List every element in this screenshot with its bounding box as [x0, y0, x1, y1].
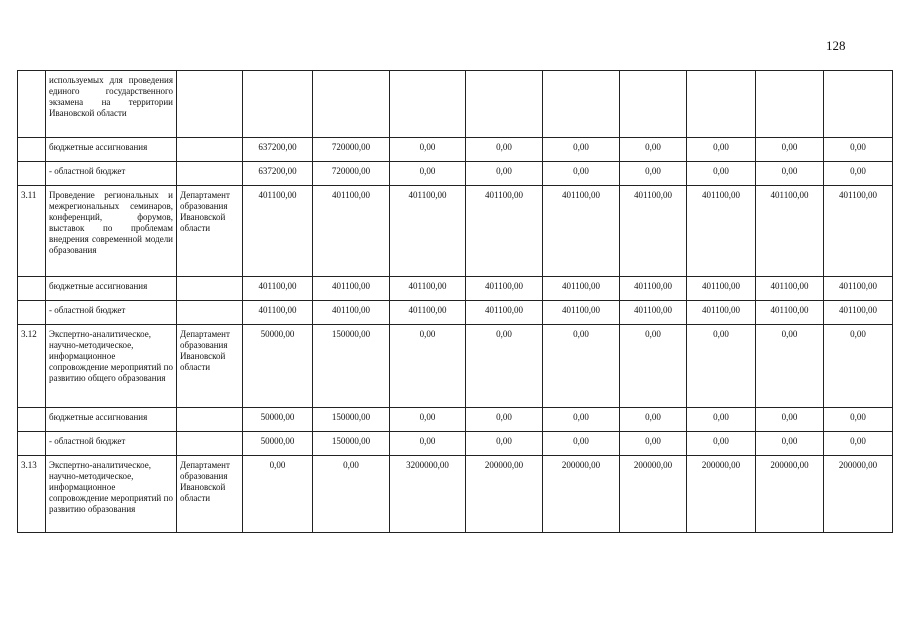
value-cell: 0,00	[824, 325, 893, 408]
table-row	[18, 408, 893, 432]
value-cell: 0,00	[620, 138, 687, 162]
row-executor	[177, 432, 243, 456]
value-cell: 0,00	[687, 325, 756, 408]
row-index	[18, 301, 46, 325]
row-index: 3.11	[18, 186, 46, 277]
value-cell: 401100,00	[620, 301, 687, 325]
value-cell	[390, 71, 466, 138]
value-cell	[466, 71, 543, 138]
row-name: бюджетные ассигнования	[46, 277, 177, 301]
table-row	[18, 162, 893, 186]
value-cell: 150000,00	[313, 432, 390, 456]
value-cell: 0,00	[756, 432, 824, 456]
value-cell: 0,00	[243, 456, 313, 533]
row-name: - областной бюджет	[46, 432, 177, 456]
value-cell	[243, 71, 313, 138]
value-cell: 401100,00	[466, 301, 543, 325]
row-executor	[177, 301, 243, 325]
value-cell: 200000,00	[543, 456, 620, 533]
page-number: 128	[826, 38, 846, 53]
value-cell: 0,00	[620, 325, 687, 408]
value-cell: 401100,00	[620, 277, 687, 301]
value-cell: 720000,00	[313, 162, 390, 186]
value-cell: 0,00	[687, 138, 756, 162]
row-index: 3.13	[18, 456, 46, 533]
value-cell: 0,00	[390, 408, 466, 432]
value-cell	[756, 71, 824, 138]
table-row	[18, 325, 893, 408]
table-row	[18, 71, 893, 138]
row-index	[18, 277, 46, 301]
value-cell: 0,00	[543, 432, 620, 456]
value-cell: 3200000,00	[390, 456, 466, 533]
row-index	[18, 408, 46, 432]
row-name: - областной бюджет	[46, 301, 177, 325]
table-row	[18, 277, 893, 301]
value-cell: 401100,00	[543, 186, 620, 277]
row-executor	[177, 162, 243, 186]
table-row	[18, 138, 893, 162]
value-cell: 0,00	[466, 138, 543, 162]
value-cell: 200000,00	[756, 456, 824, 533]
row-index	[18, 71, 46, 138]
value-cell: 401100,00	[756, 301, 824, 325]
value-cell: 50000,00	[243, 325, 313, 408]
value-cell: 0,00	[756, 408, 824, 432]
value-cell: 401100,00	[243, 186, 313, 277]
value-cell: 0,00	[543, 325, 620, 408]
row-name: Экспертно-аналитическое, научно-методическое, информационное сопровождение мероприятий по развитию образования	[46, 456, 177, 533]
value-cell: 401100,00	[824, 277, 893, 301]
value-cell: 401100,00	[243, 277, 313, 301]
value-cell: 0,00	[824, 432, 893, 456]
value-cell: 401100,00	[824, 186, 893, 277]
value-cell	[620, 71, 687, 138]
value-cell: 637200,00	[243, 162, 313, 186]
value-cell: 200000,00	[824, 456, 893, 533]
value-cell: 401100,00	[687, 277, 756, 301]
row-index: 3.12	[18, 325, 46, 408]
value-cell: 0,00	[466, 408, 543, 432]
value-cell: 401100,00	[313, 186, 390, 277]
value-cell: 401100,00	[543, 277, 620, 301]
value-cell: 200000,00	[466, 456, 543, 533]
row-executor	[177, 277, 243, 301]
table-row	[18, 301, 893, 325]
value-cell: 200000,00	[620, 456, 687, 533]
value-cell	[824, 71, 893, 138]
table-row	[18, 186, 893, 277]
value-cell: 0,00	[390, 432, 466, 456]
value-cell: 50000,00	[243, 432, 313, 456]
value-cell: 637200,00	[243, 138, 313, 162]
value-cell: 401100,00	[313, 301, 390, 325]
value-cell: 401100,00	[543, 301, 620, 325]
value-cell: 401100,00	[313, 277, 390, 301]
value-cell: 0,00	[543, 138, 620, 162]
value-cell: 401100,00	[390, 277, 466, 301]
value-cell: 150000,00	[313, 325, 390, 408]
value-cell: 0,00	[620, 432, 687, 456]
value-cell: 50000,00	[243, 408, 313, 432]
row-executor: Департамент образования Ивановской области	[177, 325, 243, 408]
value-cell: 0,00	[620, 162, 687, 186]
value-cell: 0,00	[687, 408, 756, 432]
row-name: бюджетные ассигнования	[46, 408, 177, 432]
value-cell: 401100,00	[466, 277, 543, 301]
value-cell: 0,00	[466, 325, 543, 408]
value-cell: 0,00	[687, 162, 756, 186]
row-index	[18, 138, 46, 162]
value-cell: 401100,00	[243, 301, 313, 325]
row-executor	[177, 71, 243, 138]
row-executor: Департамент образования Ивановской области	[177, 186, 243, 277]
value-cell: 0,00	[824, 408, 893, 432]
value-cell: 0,00	[824, 162, 893, 186]
row-executor	[177, 408, 243, 432]
value-cell: 401100,00	[756, 186, 824, 277]
value-cell	[543, 71, 620, 138]
value-cell: 0,00	[756, 325, 824, 408]
value-cell	[687, 71, 756, 138]
value-cell: 0,00	[756, 138, 824, 162]
value-cell: 0,00	[756, 162, 824, 186]
row-name: используемых для проведения единого государственного экзамена на территории Ивановской области	[46, 71, 177, 138]
value-cell: 0,00	[466, 162, 543, 186]
value-cell: 401100,00	[620, 186, 687, 277]
value-cell: 200000,00	[687, 456, 756, 533]
value-cell: 0,00	[466, 432, 543, 456]
value-cell: 0,00	[390, 138, 466, 162]
value-cell: 0,00	[390, 325, 466, 408]
value-cell: 401100,00	[756, 277, 824, 301]
value-cell: 401100,00	[390, 301, 466, 325]
value-cell	[313, 71, 390, 138]
value-cell: 0,00	[687, 432, 756, 456]
row-name: бюджетные ассигнования	[46, 138, 177, 162]
value-cell: 401100,00	[466, 186, 543, 277]
row-index	[18, 162, 46, 186]
value-cell: 150000,00	[313, 408, 390, 432]
value-cell: 720000,00	[313, 138, 390, 162]
row-name: Проведение региональных и межрегиональных семинаров, конференций, форумов, выставок по проблемам внедрения современной модели образования	[46, 186, 177, 277]
value-cell: 401100,00	[687, 301, 756, 325]
budget-table	[17, 70, 893, 533]
row-executor	[177, 138, 243, 162]
value-cell: 0,00	[620, 408, 687, 432]
table-row	[18, 432, 893, 456]
value-cell: 0,00	[543, 162, 620, 186]
row-name: Экспертно-аналитическое, научно-методическое, информационное сопровождение мероприятий по развитию общего образования	[46, 325, 177, 408]
value-cell: 401100,00	[824, 301, 893, 325]
value-cell: 0,00	[313, 456, 390, 533]
value-cell: 0,00	[390, 162, 466, 186]
value-cell: 401100,00	[390, 186, 466, 277]
value-cell: 0,00	[824, 138, 893, 162]
value-cell: 0,00	[543, 408, 620, 432]
value-cell: 401100,00	[687, 186, 756, 277]
row-index	[18, 432, 46, 456]
row-name: - областной бюджет	[46, 162, 177, 186]
table-row	[18, 456, 893, 533]
row-executor: Департамент образования Ивановской области	[177, 456, 243, 533]
